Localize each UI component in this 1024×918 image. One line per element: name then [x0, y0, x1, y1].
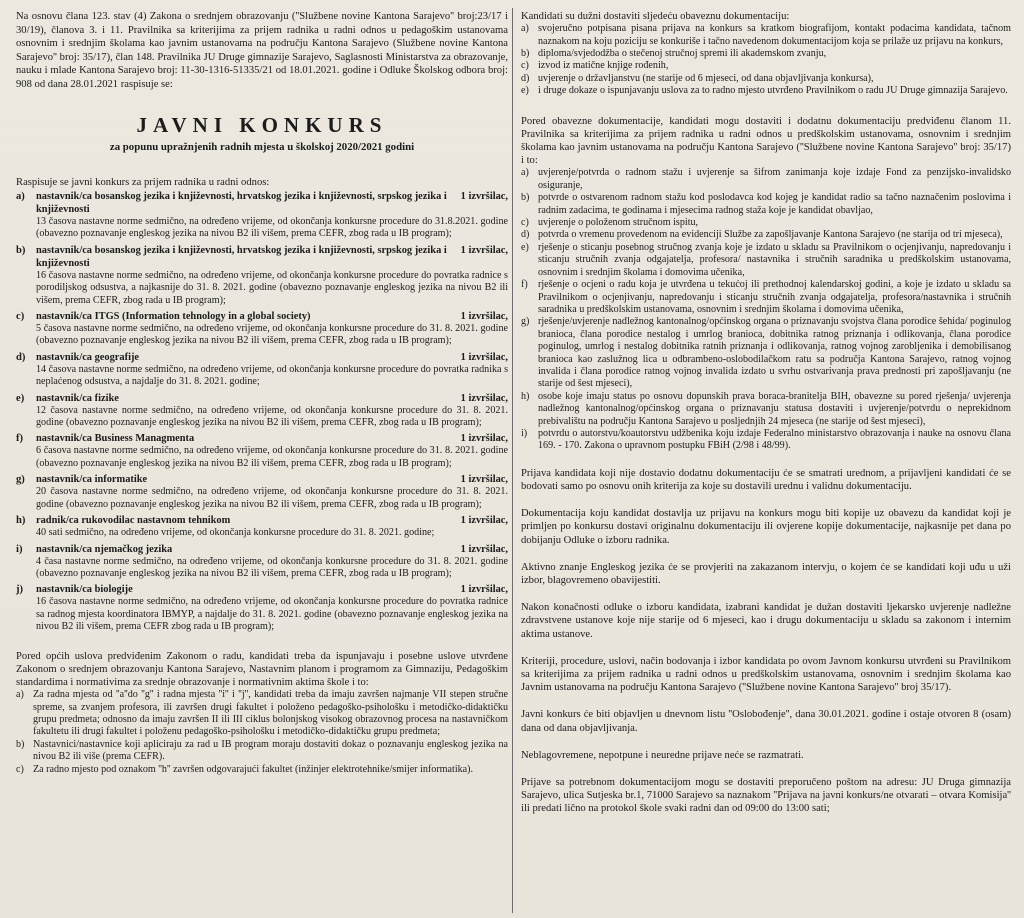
condition-text: Za radno mjesto pod oznakom ''h'' završen odgovarajući fakultet (inžinjer elektrotehnike/smijer informatika). — [33, 763, 474, 775]
doc-text: osobe koje imaju status po osnovu dopunskih prava boraca-branitelja BIH, obavezne su pored rješenja/ uvjerenja nadležnog kantonalnog/općinskog organa o priznavanju statusa dostaviti i uvjerenje/potvrdu o neprekidnom prebivalištu na području Kantona Sarajevo u posljednjih 24 mjeseca (ne starije od šest mjeseci), — [538, 390, 1011, 427]
position-executors: 1 izvršilac, — [460, 543, 508, 555]
position-name: nastavnik/ca bosanskog jezika i književnosti, hrvatskog jezika i književnosti, srpskog jezika i književnosti — [36, 244, 447, 269]
paragraph-publication: Javni konkurs će biti objavljen u dnevnom listu ''Oslobođenje'', dana 30.01.2021. godine i ostaje otvoren 8 (osam) dana od dana objavljivanja. — [521, 709, 1011, 734]
position-details: 16 časova nastavne norme sedmično, na određeno vrijeme, od okončanja konkursne procedure do povratka radnice sa radnog mjesta koordinatora IBMYP, a najdalje do 31. 8. 2021. godine (obavezno poznavanje engleskog jezika na nivou B2 ili višem, prema CEFR zbog rada u IB program); — [36, 596, 508, 633]
position-details: 14 časova nastavne norme sedmično, na određeno vrijeme, od okončanja konkursne procedure do povratka radnika s neplaćenog odsustva, a najdalje do 31. 8. 2021. godine; — [36, 363, 508, 388]
paragraph-english-interview: Aktivno znanje Engleskog jezika će se provjeriti na zakazanom intervju, o kojem će se kandidati koji uđu u uži izbor, blagovremeno obavijestiti. — [521, 561, 1011, 587]
page-title: JAVNI KONKURS — [136, 113, 388, 137]
position-item — [16, 190, 508, 243]
position-letter: i) — [16, 543, 23, 555]
condition-letter: b) — [16, 738, 25, 750]
doc-letter: c) — [521, 60, 529, 72]
doc-text: rješenje o ocjeni o radu koja je utvrđena u tekućoj ili prethodnoj kalendarskoj godini, a koje je izdato u skladu sa Pravilnikom o ocjenjivanju, napredovanju i sticanju stručnih zvanja odgajatelja, profesora/nastavnika i stručnih saradnika u predškolskim ustanovama, osnovnim i srednjim školama i domovima učenika, — [538, 279, 1011, 315]
position-letter: a) — [16, 191, 25, 202]
doc-letter: i) — [521, 427, 528, 439]
position-item — [16, 392, 508, 432]
doc-text: rješenje/uvjerenje nadležnog kantonalnog/općinskog organa o priznavanju svojstva člana porodice šehida/ poginulog branioca, člana porodice nestalog i umrlog branioca, dobitnika ratnog priznanja i odlikovanja, člana porodice poginulog, umrlog i nestalog dobitnika ratnih priznanja i odlikovanja, ratnog vojnog zarobljenika i demobilisanog branioca kao zaslužnog lica u odbrambeno-oslobodilačkom ratu sa područja Kantona Sarajevo, ratnog vojnog invalida i člana porodice ratnog vojnog invalida izdato u svrhu ostvarivanja prava prednosti pri zapošljavanju (ne starije od šest mjeseci), — [538, 316, 1011, 390]
position-details: 20 časova nastavne norme sedmično, na određeno vrijeme, od okončanja konkursne procedure do 31. 8. 2021. godine (obavezno poznavanje engleskog jezika na nivou B2 ili višem, prema CEFR, zbog rada u IB program); — [36, 486, 508, 510]
doc-letter: e) — [521, 85, 529, 97]
required-doc-item — [521, 60, 1011, 72]
required-doc-item — [521, 48, 1011, 60]
doc-letter: f) — [521, 279, 528, 291]
required-doc-item — [521, 85, 1011, 97]
additional-doc-item — [521, 229, 1011, 241]
paragraph-medical-certificate: Nakon konačnosti odluke o izboru kandidata, izabrani kandidat je dužan dostaviti ljekarsko uvjerenje nadležne zdravstvene ustanove koje nije starije od 6 mjeseci, kao i drugu dokumentaciju u skladu sa zakonom i internim aktima ustanove. — [521, 602, 1011, 640]
position-item — [16, 432, 508, 472]
position-details: 12 časova nastavne norme sedmično, na određeno vrijeme, od okončanja konkursne procedure do 31. 8. 2021. godine (obavezno poznavanje engleskog jezika na nivou B2 ili višem, prema CEFR, zbog rada u IB program); — [36, 404, 508, 429]
position-details: 6 časova nastavne norme sedmično, na određeno vrijeme, od okončanja konkursne procedure do 31. 8. 2021. godine (obavezno poznavanje engleskog jezika na nivou B2 ili višem, prema CEFR, zbog rada u IB program); — [36, 445, 508, 469]
required-doc-item — [521, 73, 1011, 85]
position-name: nastavnik/ca njemačkog jezika — [36, 543, 173, 555]
position-name: nastavnik/ca bosanskog jezika i književnosti, hrvatskog jezika i književnosti, srpskog jezika i književnosti — [36, 191, 447, 215]
doc-letter: c) — [521, 217, 529, 229]
position-name: nastavnik/ca fizike — [36, 392, 119, 404]
additional-docs-title: Pored obavezne dokumentacije, kandidati mogu dostaviti i dodatnu dokumentaciju predviđenu članom 11. Pravilnika sa kriterijima za prijem radnika u radni odnos u predškolskim ustanovama, osnovnim i srednjim školama kao javnim ustanovama na području Kantona Sarajevo (''Službene novine Kantona Sarajevo'' broj: 35/17) i to: — [521, 115, 1011, 167]
condition-item — [16, 764, 508, 776]
additional-doc-item — [521, 217, 1011, 229]
position-details: 5 časova nastavne norme sedmično, na određeno vrijeme, od okončanja konkursne procedure do 31. 8. 2021. godine (obavezno poznavanje engleskog jezika na nivou B2 ili višem, prema CEFR, zbog rada u IB program); — [36, 323, 508, 347]
additional-doc-item — [521, 279, 1011, 316]
position-letter: d) — [16, 351, 26, 363]
condition-item — [16, 739, 508, 764]
position-item — [16, 543, 508, 583]
position-item — [16, 473, 508, 513]
doc-letter: d) — [521, 229, 530, 241]
additional-doc-item — [521, 316, 1011, 390]
condition-text: Nastavnici/nastavnice koji apliciraju za rad u IB program moraju dostaviti dokaz o poznavanju engleskog jezika na nivou B2 ili više (prema CEFR). — [33, 738, 508, 763]
position-letter: c) — [16, 311, 25, 323]
position-item — [16, 244, 508, 309]
doc-letter: a) — [521, 23, 529, 35]
position-executors: 1 izvršilac, — [460, 392, 508, 404]
position-letter: h) — [16, 515, 26, 527]
position-item — [16, 514, 508, 541]
position-name: nastavnik/ca ITGS (Information tehnology in a global society) — [36, 311, 311, 323]
required-docs-title: Kandidati su dužni dostaviti sljedeću obaveznu dokumentaciju: — [521, 11, 790, 22]
position-executors: 1 izvršilac, — [460, 433, 508, 445]
column-divider — [512, 8, 513, 913]
doc-text: i druge dokaze o ispunjavanju uslova za to radno mjesto utvrđeno Pravilnikom o radu JU Druge gimnazija Sarajevo. — [538, 85, 1008, 97]
doc-letter: b) — [521, 48, 530, 60]
doc-text: potvrda o vremenu provedenom na evidenciji Službe za zapošljavanje Kantona Sarajevo (ne starija od tri mjeseca), — [538, 229, 1003, 241]
doc-letter: g) — [521, 316, 530, 328]
additional-doc-item — [521, 428, 1011, 453]
required-doc-item — [521, 23, 1011, 48]
position-details: 40 sati sedmično, na određeno vrijeme, od okončanja konkursne procedure do 31. 8. 2021. godine; — [36, 527, 435, 539]
position-name: nastavnik/ca Business Managmenta — [36, 433, 195, 445]
positions-lead: Raspisuje se javni konkurs za prijem radnika u radni odnos: — [16, 177, 270, 188]
left-column — [16, 10, 508, 776]
position-name: nastavnik/ca biologije — [36, 584, 133, 596]
doc-text: diploma/svjedodžba o stečenoj stručnoj spremi ili akademskom zvanju, — [538, 48, 827, 60]
intro-paragraph: Na osnovu člana 123. stav (4) Zakona o srednjem obrazovanju (''Službene novine Kantona Sarajevo'' broj:23/17 i 30/19), članova 3. i 11. Pravilnika sa kriterijima za prijem radnika u radni odnos u pedagoškim ustanovama osnovnim i srednjim školama kao javnim ustanovama na području Kantona Sarajevo (Službene novine Kantona Sarajevo'' broj: 35/17), član 148. Pravilnika JU Druge gimnazije Sarajevo, Saglasnosti Ministarstva za obrazovanje, nauku i mlade Kantona Sarajevo broj: 11-30-1316-51335/21 od 18.01.2021. godine i Odluke Školskog odbora broj: 908 od dana 28.01.2021 raspisuje se: — [16, 11, 508, 90]
position-letter: f) — [16, 433, 24, 445]
additional-doc-item — [521, 242, 1011, 279]
position-executors: 1 izvršilac, — [460, 244, 508, 256]
position-executors: 1 izvršilac, — [460, 515, 508, 527]
additional-doc-item — [521, 391, 1011, 428]
doc-text: rješenje o sticanju posebnog stručnog zvanja koje je izdato u skladu sa Pravilnikom o ocjenjivanju, napredovanju i sticanju stručnih zvanja odgajatelja, profesora/ nastavnika i stručnih saradnika u predškolskim ustanovama, osnovnim i srednjim školama i domovima učenika, — [538, 241, 1011, 278]
position-name: nastavnik/ca geografije — [36, 351, 140, 363]
doc-text: uvjerenje/potvrda o radnom stažu i uvjerenje sa šifrom zanimanja koje izdaje Fond za penzijsko-invalidsko osiguranje, — [538, 167, 1011, 191]
position-letter: j) — [16, 584, 24, 596]
position-name: nastavnik/ca informatike — [36, 474, 148, 486]
doc-text: potvrde o ostvarenom radnom stažu kod poslodavca kod kojeg je kandidat radio sa tačno naznačenim poslovima i radnim zadacima, te godinama i mjesecima radnog staža koje je kandidat obavljao, — [538, 192, 1011, 216]
position-details: 4 časa nastavne norme sedmično, na određeno vrijeme, od okončanja konkursne procedure do 31. 8. 2021. godine (obavezno poznavanje engleskog jezika na nivou B2 ili višem, prema CEFR, zbog rada u IB program); — [36, 555, 508, 579]
doc-letter: b) — [521, 192, 530, 204]
doc-letter: e) — [521, 241, 529, 253]
paragraph-criteria: Kriteriji, procedure, uslovi, način bodovanja i izbor kandidata po ovom Javnom konkursu utvrđeni su Pravilnikom sa kriterijima za prijem radnika u radni odnos u predškolskim ustanovama, osnovnim i srednjim školama kao Javnim ustanovama na području Kantona Sarajevo (''Službene novine Kantona Sarajevo'' broj 35/17). — [521, 655, 1011, 694]
position-executors: 1 izvršilac, — [460, 191, 508, 202]
doc-letter: d) — [521, 72, 530, 84]
position-details: 16 časova nastavne norme sedmično, na određeno vrijeme, od okončanja konkursne procedure do povratka radnice s porodiljskog odsustva, a najkasnije do 31. 8. 2021. godine (obavezno poznavanje engleskog jezika na nivou B2 ili višem, prema CEFR, zbog rada u IB program); — [36, 269, 508, 306]
doc-letter: a) — [521, 167, 529, 179]
position-letter: b) — [16, 244, 26, 256]
position-executors: 1 izvršilac, — [460, 474, 508, 486]
doc-text: izvod iz matične knjige rođenih, — [538, 60, 669, 72]
condition-item — [16, 689, 508, 739]
condition-letter: c) — [16, 763, 24, 775]
position-name: radnik/ca rukovodilac nastavnom tehnikom — [36, 515, 231, 527]
paragraph-copies: Dokumentacija koju kandidat dostavlja uz prijavu na konkurs mogu biti kopije uz obavezu da kandidat koji je primljen po konkursu dostavi originalnu dokumentaciju ili ovjerene kopije dokumentacije, najkasnije pet dana po dobijanju Odluke o izboru radnika. — [521, 508, 1011, 546]
doc-text: uvjerenje o položenom stručnom ispitu, — [538, 217, 699, 229]
right-column — [521, 10, 1011, 816]
position-details: 13 časova nastavne norme sedmično, na određeno vrijeme, od okončanja konkursne procedure do 31.8.2021. godine (obavezno poznavanje engleskog jezika na nivou B2 ili višem, prema CEFR, zbog rada u IB program); — [36, 216, 508, 240]
doc-text: potvrdu o autorstvu/koautorstvu udžbenika koju izdaje Federalno ministarstvo obrazovanja i nauke na osnovu člana 169. - 170. Zakona o upravnom postupku FBiH (2/98 i 48/99). — [538, 427, 1011, 452]
doc-letter: h) — [521, 390, 530, 402]
paragraph-late-applications: Neblagovremene, nepotpune i neuredne prijave neće se razmatrati. — [521, 749, 804, 761]
position-item — [16, 583, 508, 635]
paragraph-submission-address: Prijave sa potrebnom dokumentacijom mogu se dostaviti preporučeno poštom na adresu: JU Druga gimnazija Sarajevo, ulica Sutjeska br.1, 71000 Sarajevo sa naznakom ''Prijava na javni konkurs/ne otvarati – otvara Komisija'' ili predati lično na protokol škole svaki radni dan od 09:00 do 13:00 sati; — [521, 777, 1011, 815]
position-letter: e) — [16, 392, 25, 404]
position-executors: 1 izvršilac, — [460, 351, 508, 363]
additional-doc-item — [521, 167, 1011, 192]
page-subtitle: za popunu upražnjenih radnih mjesta u školskoj 2020/2021 godini — [109, 141, 415, 153]
position-executors: 1 izvršilac, — [460, 584, 508, 596]
condition-letter: a) — [16, 689, 24, 701]
doc-text: svojeručno potpisana pisana prijava na konkurs sa kratkom biografijom, kontakt podacima kandidata, tačnom naznakom na koju poziciju se konkuriše i tačno navedenom dokumentacijom koja se prilaže uz prijavu na konkurs, — [538, 23, 1011, 47]
positions-list — [16, 190, 508, 636]
additional-doc-item — [521, 192, 1011, 217]
doc-text: uvjerenje o državljanstvu (ne starije od 6 mjeseci, od dana objavljivanja konkursa), — [538, 72, 874, 84]
position-item — [16, 351, 508, 391]
condition-text: Za radna mjesta od ''a''do ''g'' i radna mjesta ''i'' i ''j'', kandidati treba da imaju završen najmanje VII stepen stručne spreme, sa zvanjem profesora, ili završen drugi fakultet i položeno pedagoško-psihološku i metodičko-didaktičku grupu predmeta; odnosno da imaju završen II ili III ciklus bolonjskog visokog obrazovnog procesa na nastavničkom fakultetu ili drugi fakultet i položenu pedagoško-psihološku i metodičko-didaktičku grupu predmeta; — [33, 689, 508, 738]
paragraph-incomplete-docs: Prijava kandidata koji nije dostavio dodatnu dokumentaciju će se smatrati urednom, a prijavljeni kandidati će se bodovati samo po osnovu onih kriterija za koje su dostavili urednu i validnu dokumentaciju. — [521, 467, 1011, 492]
general-conditions-text: Pored općih uslova predviđenim Zakonom o radu, kandidati treba da ispunjavaju i posebne uslove utvrđene Zakonom o srednjem obrazovanju Kantona Sarajevo, Nastavnim planom i programom za Gimnaziju, Pedagoškim standardima i normativima za srednje obrazovanje i normativnim aktima škole i to: — [16, 650, 508, 688]
position-item — [16, 310, 508, 350]
position-letter: g) — [16, 474, 25, 486]
position-executors: 1 izvršilac, — [460, 311, 508, 323]
